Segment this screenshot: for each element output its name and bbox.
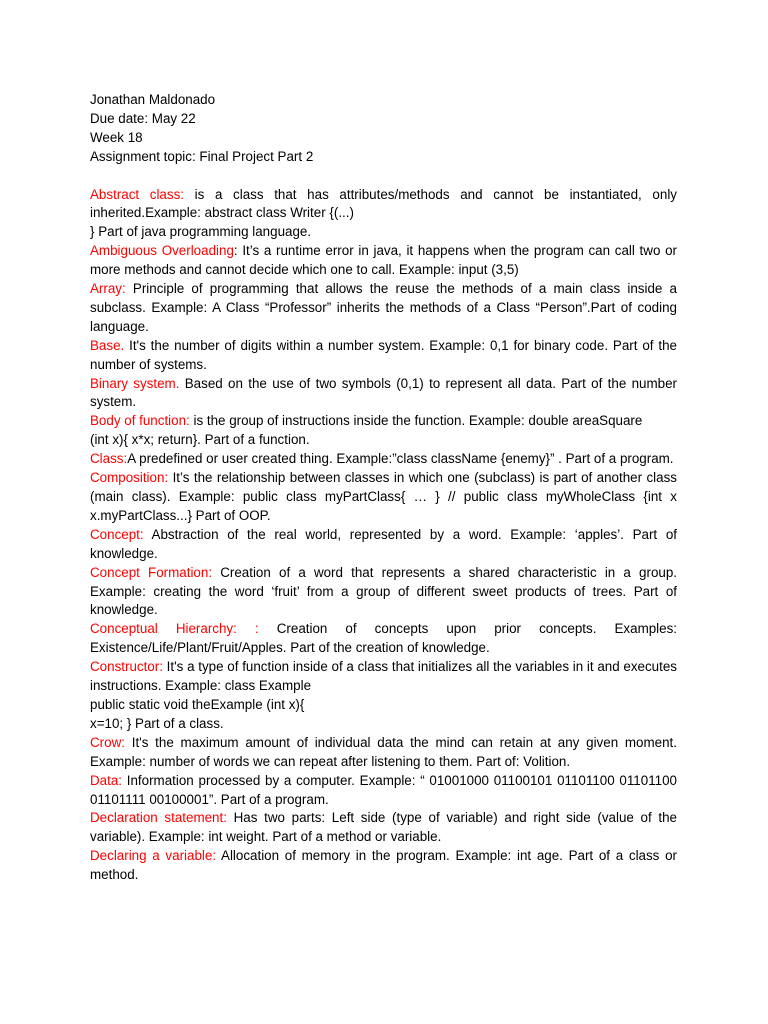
glossary-entry	[90, 772, 677, 810]
glossary-entry	[90, 412, 677, 450]
glossary-definition: Abstraction of the real world, represented by a word. Example: ‘apples’. Part of knowledge.	[90, 526, 677, 561]
glossary-term: Body of function:	[90, 413, 190, 429]
glossary-term: Conceptual Hierarchy: :	[90, 621, 259, 637]
glossary-term: Declaring a variable:	[90, 848, 217, 864]
glossary-entry	[90, 734, 677, 772]
glossary-entry	[90, 280, 677, 337]
glossary-term: Ambiguous Overloading	[90, 243, 234, 259]
glossary-definition: It's a type of function inside of a class that initializes all the variables in it and executes instructions. Example: class Example	[90, 659, 677, 694]
glossary-continuation-line: (int x){ x*x; return}. Part of a function.	[90, 432, 310, 448]
glossary-entry	[90, 620, 677, 658]
glossary-entry	[90, 658, 677, 734]
glossary-definition: A predefined or user created thing. Example:”class className {enemy}” . Part of a program.	[127, 451, 674, 467]
glossary-entry	[90, 450, 677, 469]
glossary-continuation-line: } Part of java programming language.	[90, 224, 312, 240]
glossary-entry	[90, 375, 677, 413]
glossary-entry	[90, 809, 677, 847]
assignment-topic: Assignment topic: Final Project Part 2	[90, 148, 314, 164]
glossary-entry	[90, 564, 677, 621]
glossary-definition: Creation of concepts upon prior concepts. Examples: Existence/Life/Plant/Fruit/Apples. Part of the creation of knowledge.	[90, 621, 678, 656]
document-header	[90, 91, 677, 167]
glossary-entry	[90, 469, 677, 526]
glossary-definition: It's the maximum amount of individual data the mind can retain at any given moment. Example: number of words we can repeat after listening to them. Part of: Volition.	[90, 734, 677, 769]
author-name: Jonathan Maldonado	[90, 92, 216, 107]
glossary-entry	[90, 526, 677, 564]
glossary-entry	[90, 186, 677, 243]
glossary-term: Declaration statement:	[90, 810, 227, 826]
week-label: Week 18	[90, 129, 143, 145]
glossary-definition: : It’s a runtime error in java, it happens when the program can call two or more methods and cannot decide which one to call. Example: input (3,5)	[90, 243, 678, 278]
glossary-entry	[90, 337, 677, 375]
glossary-term: Concept Formation:	[90, 564, 213, 580]
glossary-entry	[90, 242, 677, 280]
glossary-term: Class:	[90, 451, 128, 467]
glossary-definition: Allocation of memory in the program. Example: int age. Part of a class or method.	[90, 848, 677, 883]
header-spacer	[90, 167, 677, 186]
glossary-definition: Principle of programming that allows the reuse the methods of a main class inside a subclass. Example: A Class “Professor” inherits the methods of a Class “Person”.Part of coding language.	[90, 281, 677, 334]
glossary-list	[90, 186, 677, 886]
glossary-definition: is the group of instructions inside the function. Example: double areaSquare	[189, 413, 643, 429]
due-date: Due date: May 22	[90, 110, 196, 126]
glossary-entry	[90, 847, 677, 885]
glossary-term: Constructor:	[90, 659, 163, 675]
glossary-definition: is a class that has attributes/methods and cannot be instantiated, only inherited.Example: abstract class Writer {(...)	[90, 186, 677, 221]
glossary-definition: It's the number of digits within a number system. Example: 0,1 for binary code. Part of the number of systems.	[90, 337, 677, 372]
glossary-definition: Based on the use of two symbols (0,1) to represent all data. Part of the number system.	[90, 375, 678, 410]
glossary-term: Data:	[90, 772, 123, 788]
glossary-term: Array:	[90, 281, 126, 297]
glossary-continuation-line: public static void theExample (int x){	[90, 696, 305, 712]
glossary-term: Concept:	[90, 526, 144, 542]
document-page	[90, 91, 677, 885]
glossary-term: Composition:	[90, 470, 169, 486]
glossary-definition: Has two parts: Left side (type of variable) and right side (value of the variable). Example: int weight. Part of a method or variable.	[90, 810, 677, 845]
glossary-definition: It’s the relationship between classes in which one (subclass) is part of another class (main class). Example: public class myPartClass{ … } // public class myWholeClass {int x x.myPartClass...} Part of OOP.	[90, 470, 677, 523]
glossary-term: Abstract class:	[90, 186, 184, 202]
glossary-term: Crow:	[90, 734, 125, 750]
glossary-definition: Information processed by a computer. Example: “ 01001000 01100101 01101100 01101100 01101111 00100001”. Part of a program.	[90, 772, 677, 807]
glossary-definition: Creation of a word that represents a shared characteristic in a group. Example: creating the word ‘fruit’ from a group of different sweet products of trees. Part of knowledge.	[90, 564, 678, 618]
glossary-term: Base.	[90, 337, 125, 353]
glossary-term: Binary system.	[90, 375, 180, 391]
glossary-continuation-line: x=10; } Part of a class.	[90, 715, 224, 731]
